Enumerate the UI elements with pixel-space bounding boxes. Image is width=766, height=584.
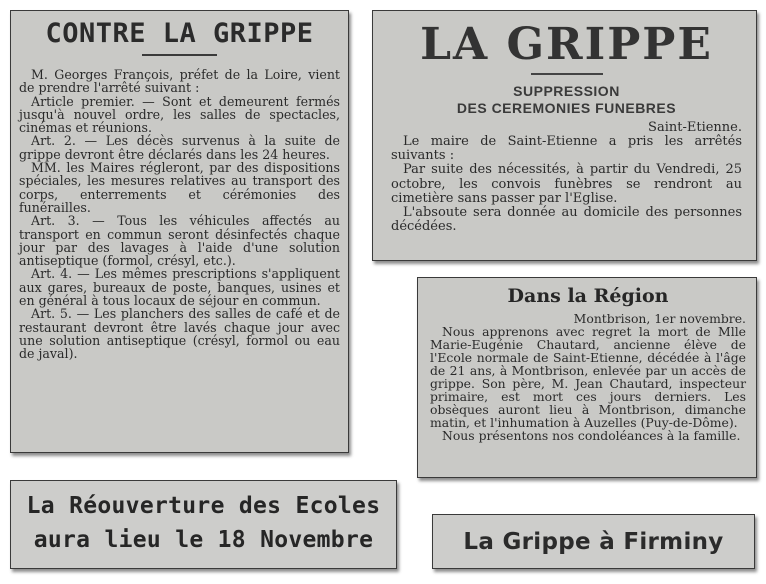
headline-dans-la-region: Dans la Région (507, 285, 669, 307)
dateline: Saint-Etienne. (648, 120, 742, 135)
headline-rule (142, 54, 217, 56)
paragraph: Art. 3. — Tous les véhicules affectés au transport en commun seront désinfectés chaque jour par des lavages à l'aide d'une solution antiseptique (formol, crésyl, etc.). (19, 213, 340, 269)
clipping-contre-la-grippe (10, 10, 349, 453)
headline-contre-la-grippe: CONTRE LA GRIPPE (45, 18, 314, 49)
dateline: Montbrison, 1er novembre. (573, 311, 746, 326)
clipping-dans-la-region (417, 277, 757, 478)
article-body (430, 325, 746, 442)
paragraph: Art. 5. — Les planchers des salles de café et de restaurant devront être lavés chaque jour avec une solution antiseptique (crésyl, formol ou eau de javal). (19, 306, 340, 362)
clipping-grippe-firminy (432, 514, 755, 569)
headline-grippe-firminy: La Grippe à Firminy (463, 529, 724, 555)
headline-rule (531, 73, 603, 75)
paragraph: Le maire de Saint-Etienne a pris les arrêtés suivants : (391, 134, 742, 164)
clipping-la-grippe (372, 10, 757, 261)
article-body (19, 68, 340, 361)
paragraph: Nous présentons nos condoléances à la famille. (442, 428, 741, 443)
paragraph: Art. 4. — Les mêmes prescriptions s'appliquent aux gares, bureaux de poste, banques, usines et en général à tous locaux de séjour en commun. (19, 266, 340, 309)
clipping-reouverture-ecoles (10, 480, 397, 569)
subheadline-ceremonies: DES CEREMONIES FUNEBRES (456, 100, 677, 116)
headline-line-1: La Réouverture des Ecoles (26, 493, 381, 519)
headline-la-grippe: LA GRIPPE (420, 19, 713, 70)
paragraph: Article premier. — Sont et demeurent fermés jusqu'à nouvel ordre, les salles de spectacles, cinémas et réunions. (19, 93, 340, 136)
headline-line-2: aura lieu le 18 Novembre (33, 527, 374, 553)
paragraph: MM. les Maires régleront, par des dispositions spéciales, les mesures relatives au transport des corps, enterrements et cérémonies des funérailles. (19, 160, 340, 215)
subheadline-suppression: SUPPRESSION (513, 83, 620, 99)
paragraph: Par suite des nécessités, à partir du Vendredi, 25 octobre, les convois funèbres se rendront au cimetière sans passer par l'Eglise. (391, 162, 742, 206)
article-body (391, 135, 742, 234)
paragraph: Nous apprenons avec regret la mort de Mlle Marie-Eugénie Chautard, ancienne élève de l'Ecole normale de Saint-Etienne, décédée à l'âge de 21 ans, à Montbrison, enlevée par un accès de grippe. Son père, M. Jean Chautard, inspecteur primaire, est mort ces jours derniers. Les obsèques auront lieu à Montbrison, dimanche matin, et l'inhumation à Auzelles (Puy-de-Dôme). (430, 324, 746, 430)
paragraph: L'absoute sera donnée au domicile des personnes décédées. (391, 205, 742, 235)
paragraph: M. Georges François, préfet de la Loire, vient de prendre l'arrêté suivant : (19, 67, 340, 96)
paragraph: Art. 2. — Les décès survenus à la suite de grippe devront être déclarés dans les 24 heures. (19, 133, 340, 162)
